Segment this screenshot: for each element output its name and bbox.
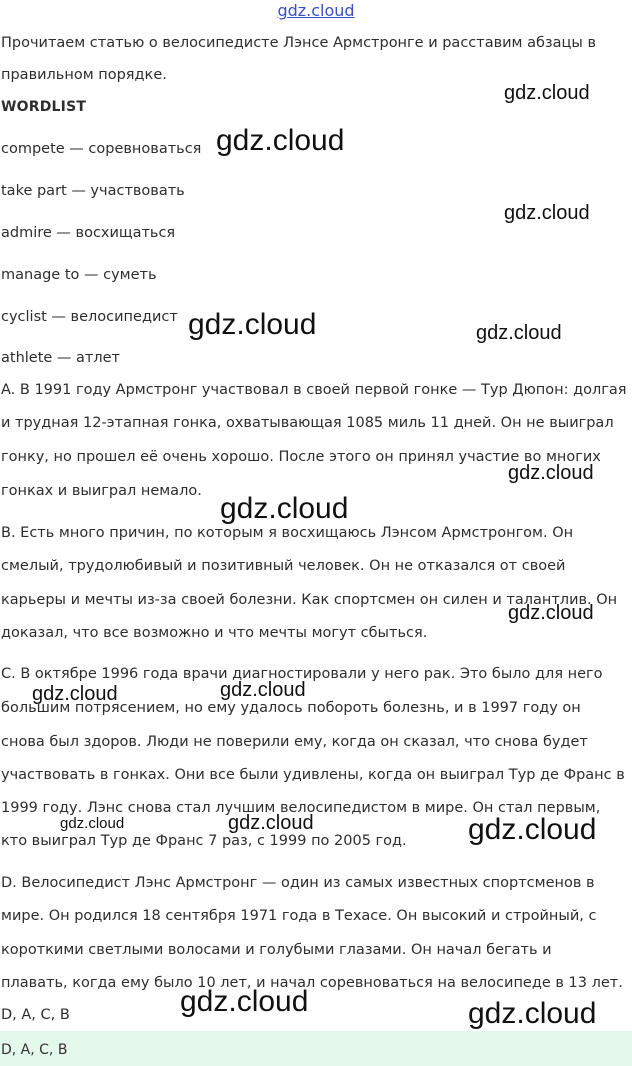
- paragraph-c-line: снова был здоров. Люди не поверили ему, когда он сказал, что снова будет: [1, 734, 588, 750]
- paragraph-c-line: 1999 году. Лэнс снова стал лучшим велосипедистом в мире. Он стал первым,: [1, 800, 601, 816]
- paragraph-a-line: и трудная 12-этапная гонка, охватывающая 1085 миль 11 дней. Он не выиграл: [1, 415, 614, 431]
- answer-text: D, A, C, B: [1, 1042, 68, 1058]
- watermark: gdz.cloud: [476, 322, 562, 344]
- watermark: gdz.cloud: [508, 462, 594, 484]
- watermark: gdz.cloud: [504, 82, 590, 104]
- watermark: gdz.cloud: [220, 679, 306, 701]
- watermark: gdz.cloud: [180, 985, 309, 1018]
- answer-box: [0, 1031, 632, 1066]
- paragraph-d-line: D. Велосипедист Лэнс Армстронг — один из самых известных спортсменов в: [1, 875, 595, 891]
- watermark: gdz.cloud: [188, 308, 317, 341]
- paragraph-c-line: C. В октябре 1996 года врачи диагностировали у него рак. Это было для него: [1, 666, 603, 682]
- site-watermark-top: gdz.cloud: [277, 1, 355, 20]
- wordlist-item: take part — участвовать: [1, 183, 185, 199]
- paragraph-b-line: B. Есть много причин, по которым я восхищаюсь Лэнсом Армстронгом. Он: [1, 525, 574, 541]
- wordlist-item: manage to — суметь: [1, 267, 157, 283]
- watermark: gdz.cloud: [468, 813, 597, 846]
- paragraph-d-line: короткими светлыми волосами и голубыми глазами. Он начал бегать и: [1, 942, 552, 958]
- paragraph-c-line: кто выиграл Тур де Франс 7 раз, с 1999 по 2005 год.: [1, 833, 407, 849]
- wordlist-item: admire — восхищаться: [1, 225, 176, 241]
- paragraph-c-line: большим потрясением, но ему удалось побороть болезнь, и в 1997 году он: [1, 700, 581, 716]
- watermark: gdz.cloud: [220, 492, 349, 525]
- paragraph-b-line: смелый, трудолюбивый и позитивный человек. Он не отказался от своей: [1, 558, 566, 574]
- wordlist-item: athlete — атлет: [1, 350, 121, 366]
- paragraph-c-line: участвовать в гонках. Они все были удивлены, когда он выиграл Тур де Франс в: [1, 767, 625, 783]
- watermark: gdz.cloud: [228, 812, 314, 834]
- paragraph-a-line: гонку, но прошел её очень хорошо. После этого он принял участие во многих: [1, 449, 601, 465]
- wordlist-heading: WORDLIST: [1, 99, 87, 115]
- watermark: gdz.cloud: [508, 602, 594, 624]
- watermark: gdz.cloud: [32, 683, 118, 705]
- wordlist-item: cyclist — велосипедист: [1, 309, 178, 325]
- watermark: gdz.cloud: [216, 124, 345, 157]
- paragraph-b-line: карьеры и мечты из-за своей болезни. Как спортсмен он силен и талантлив. Он: [1, 592, 618, 608]
- paragraph-a-line: A. В 1991 году Армстронг участвовал в своей первой гонке — Тур Дюпон: долгая: [1, 382, 627, 398]
- paragraph-a-line: гонках и выиграл немало.: [1, 483, 202, 499]
- order-line: D, A, C, B: [1, 1007, 70, 1023]
- intro-line-2: правильном порядке.: [1, 67, 167, 83]
- intro-line-1: Прочитаем статью о велосипедисте Лэнсе Армстронге и расставим абзацы в: [1, 35, 597, 51]
- wordlist-item: compete — соревноваться: [1, 141, 202, 157]
- watermark: gdz.cloud: [504, 202, 590, 224]
- watermark: gdz.cloud: [60, 815, 125, 832]
- watermark: gdz.cloud: [468, 997, 597, 1030]
- paragraph-d-line: мире. Он родился 18 сентября 1971 года в Техасе. Он высокий и стройный, с: [1, 908, 597, 924]
- paragraph-d-line: плавать, когда ему было 10 лет, и начал соревноваться на велосипеде в 13 лет.: [1, 975, 623, 991]
- paragraph-b-line: доказал, что все возможно и что мечты могут сбыться.: [1, 625, 428, 641]
